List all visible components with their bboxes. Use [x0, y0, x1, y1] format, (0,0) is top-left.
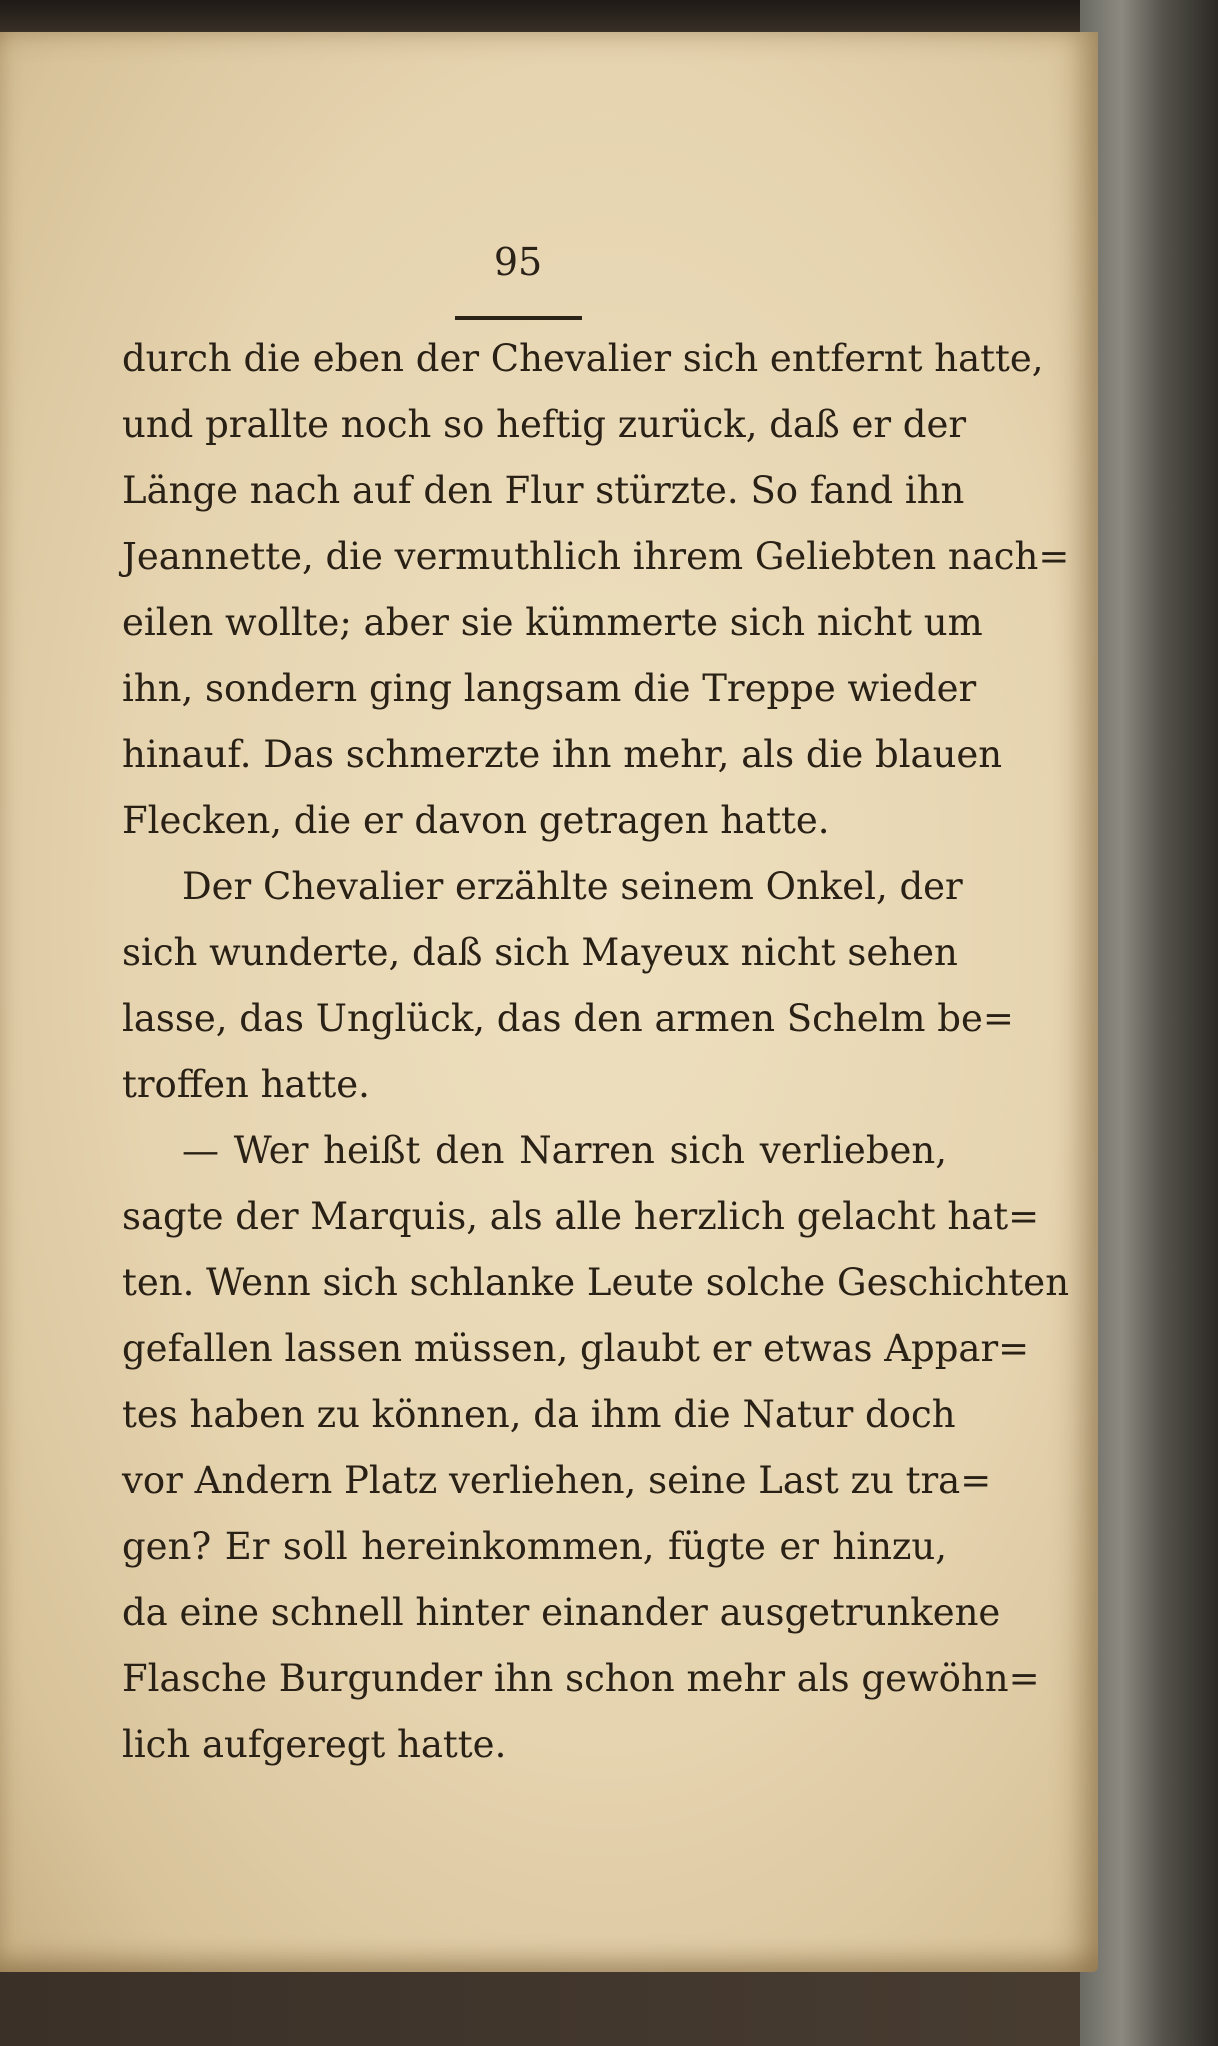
text-line: gefallen lassen müssen, glaubt er etwas Appar=: [122, 1327, 1030, 1370]
book-cover-top-edge: [0, 0, 1218, 36]
body-text: [122, 326, 1070, 1778]
text-line: sich wunderte, daß sich Mayeux nicht sehen: [122, 931, 958, 974]
text-line: hinauf. Das schmerzte ihn mehr, als die blauen: [122, 733, 1003, 776]
text-line: gen? Er soll hereinkommen, fügte er hinzu,: [122, 1525, 947, 1568]
book-cover-right-edge: [1080, 0, 1218, 2046]
header-rule: [455, 316, 582, 320]
page-number: 95: [493, 240, 543, 284]
text-line: ihn, sondern ging langsam die Treppe wieder: [122, 667, 977, 710]
text-line: eilen wollte; aber sie kümmerte sich nicht um: [122, 601, 983, 644]
text-line: Flasche Burgunder ihn schon mehr als gewöhn=: [122, 1657, 1040, 1700]
text-line: sagte der Marquis, als alle herzlich gelacht hat=: [122, 1195, 1040, 1238]
text-line: lasse, das Unglück, das den armen Schelm be=: [122, 997, 1014, 1040]
text-line: durch die eben der Chevalier sich entfernt hatte,: [122, 337, 1044, 380]
text-line: — Wer heißt den Narren sich verlieben,: [182, 1129, 947, 1172]
text-line: lich aufgeregt hatte.: [122, 1723, 507, 1766]
text-line: vor Andern Platz verliehen, seine Last zu tra=: [122, 1459, 992, 1502]
text-line: tes haben zu können, da ihm die Natur doch: [122, 1393, 956, 1436]
text-line: ten. Wenn sich schlanke Leute solche Geschichten: [122, 1261, 1070, 1304]
text-line: da eine schnell hinter einander ausgetrunkene: [122, 1591, 1001, 1634]
text-line: Flecken, die er davon getragen hatte.: [122, 799, 830, 842]
text-line: Länge nach auf den Flur stürzte. So fand ihn: [122, 469, 965, 512]
text-line: und prallte noch so heftig zurück, daß er der: [122, 403, 967, 446]
text-line: troffen hatte.: [122, 1063, 370, 1106]
text-line: Jeannette, die vermuthlich ihrem Geliebten nach=: [122, 535, 1070, 578]
text-line: Der Chevalier erzählte seinem Onkel, der: [182, 865, 963, 908]
